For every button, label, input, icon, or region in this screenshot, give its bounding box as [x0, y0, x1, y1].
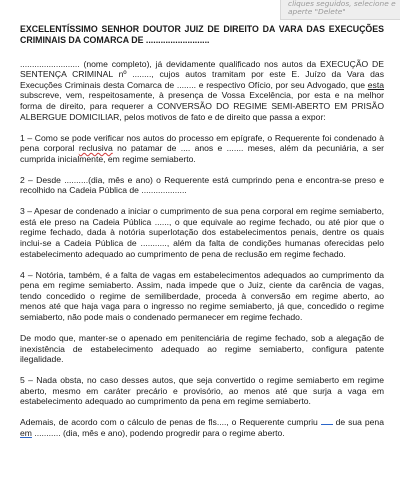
- p1-text-b: no patamar de .... anos e ....... meses, além da pecuniária, a ser cumprida inicialmente, em regime semiaberto.: [20, 143, 384, 164]
- paragraph-6: 5 – Nada obsta, no caso desses autos, que seja convertido o regime semiaberto em regime aberto, mesmo em caráter precário e provisório, ao menos até que surja a vaga em estabelecimento adequado ao cumprimento da pena em regime semiaberto.: [20, 375, 384, 407]
- paragraph-1: [20, 133, 384, 165]
- paragraph-2: 2 – Desde ..........(dia, mês e ano) o Requerente está cumprindo pena e encontra-se preso e recolhido na Cadeia Pública de ...................: [20, 174, 384, 196]
- paragraph-4: 4 – Notória, também, é a falta de vagas em estabelecimentos adequados ao cumprimento da pena em regime semiaberto. Assim, nada impede que o Juiz, ciente da carência de vagas, tendo concedido o regime de semiliberdade, proceda à conversão em regime aberto, ao menos até que haja vaga para o ingresso no regime semiaberto, já que, concedido o regime semiaberto, não pode mais o condenado permanecer em regime fechado.: [20, 269, 384, 323]
- paragraph-5: De modo que, manter-se o apenado em penitenciária de regime fechado, sob a alegação de inexistência de estabelecimento adequado ao regime semiaberto, configura patente ilegalidade.: [20, 333, 384, 365]
- p1-text-a: 1 – Como se pode verificar nos autos do processo em epígrafe, o Requerente foi condenado à pena corporal: [20, 132, 384, 154]
- p7-text-a: Ademais, de acordo com o cálculo de penas de fls...., o Requerente cumpriu: [20, 417, 321, 428]
- intro-underlined-word: esta: [367, 79, 384, 90]
- p7-text-c: ........... (dia, mês e ano), podendo progredir para o regime aberto.: [31, 427, 285, 438]
- paragraph-intro: [20, 59, 384, 123]
- p7-text-b: de sua pena: [332, 417, 384, 428]
- paragraph-7: [20, 417, 384, 438]
- p7-underlined-word: em: [20, 427, 32, 438]
- document-page[interactable]: [20, 24, 384, 449]
- paragraph-3: 3 – Apesar de condenado a iniciar o cumprimento de sua pena corporal em regime semiaberto, está ele preso na Cadeia Pública ......, o que equivale ao regime fechado, ou até pior que o regime fechado, dada à notória superlotação dos estabelecimentos penais, dentre os quais inclui-se a Cadeia Pública de ..........., além da falta de condições humanas oferecidas pelo estabelecimento adequado ao cumprimento de pena de reclusão em regime fechado.: [20, 206, 384, 259]
- hint-line-2: aperte "Delete": [288, 7, 346, 16]
- hint-line-1: cliques seguidos, selecione e: [288, 0, 396, 8]
- document-heading: EXCELENTÍSSIMO SENHOR DOUTOR JUIZ DE DIREITO DA VARA DAS EXECUÇÕES CRIMINAIS DA COMARCA DE ..........................: [20, 24, 384, 45]
- instruction-hint-box: [280, 0, 400, 20]
- blank-fill-field[interactable]: [321, 417, 333, 425]
- intro-text-b: subscreve, vem, respeitosamente, à presença de Vossa Excelência, por esta e na melhor forma de direito, para requerer a CONVERSÃO DO REGIME SEMI-ABERTO EM PRISÃO ALBERGUE DOMICILIAR, pelos motivos de fato e de direito que passa a expor:: [20, 90, 384, 122]
- intro-text-a: ......................... (nome completo), já devidamente qualificado nos autos da EXECUÇÃO DE SENTENÇA CRIMINAL nº ........, cujos autos tramitam por este E. Juízo da Vara das Execuções Criminais desta Comarca de ........ e respectivo Ofício, por seu Advogado, que: [20, 58, 384, 90]
- spellcheck-flagged-word: reclusiva: [78, 143, 113, 154]
